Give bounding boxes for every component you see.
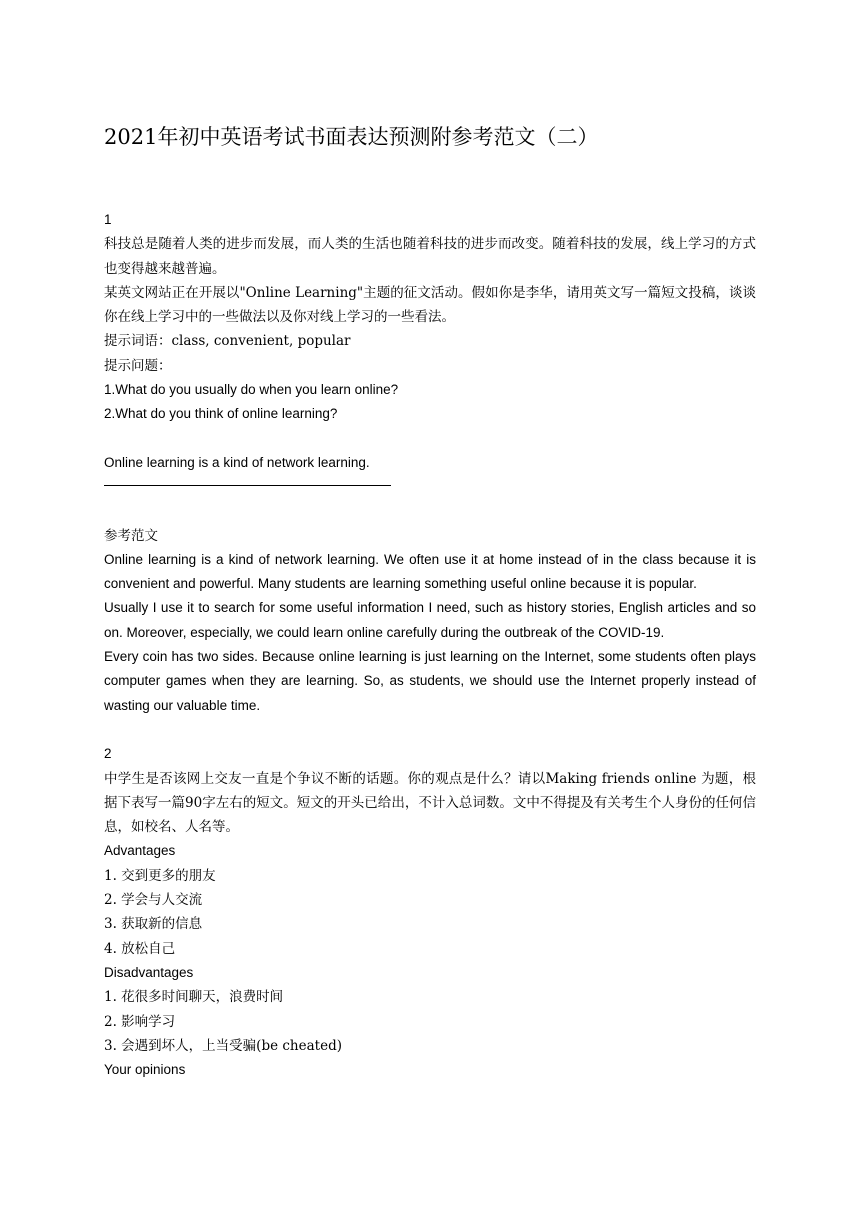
question-1-prompt-1: 1.What do you usually do when you learn online? xyxy=(104,382,399,398)
spacer xyxy=(104,718,756,742)
advantage-item: 4. 放松自己 xyxy=(104,940,176,957)
question-1-prompt-2: 2.What do you think of online learning? xyxy=(104,406,338,422)
document-title: 2021年初中英语考试书面表达预测附参考范文（二） xyxy=(104,125,599,149)
question-1-opening-sentence: Online learning is a kind of network learning. xyxy=(104,454,370,470)
document-body xyxy=(104,208,756,1082)
question-2-task: 中学生是否该网上交友一直是个争议不断的话题。你的观点是什么？请以Making friends online 为题，根据下表写一篇90字左右的短文。短文的开头已给出，不计入总词数。文中不得提及有关考生个人身份的任何信息，如校名、人名等。 xyxy=(104,770,756,836)
question-1-hint-questions-label: 提示问题： xyxy=(104,357,172,374)
question-1-hint-words: 提示词语：class, convenient, popular xyxy=(104,333,351,350)
spacer xyxy=(104,427,756,451)
sample-essay-paragraph-2: Usually I use it to search for some useful information I need, such as history stories, English articles and so on. Moreover, especially, we could learn online carefully during the outbreak of the COVID-19. xyxy=(104,600,756,640)
answer-line xyxy=(104,485,391,486)
advantage-item: 3. 获取新的信息 xyxy=(104,916,203,933)
question-2-number: 2 xyxy=(104,746,112,762)
opinions-label: Your opinions xyxy=(104,1062,186,1078)
advantages-label: Advantages xyxy=(104,843,176,859)
advantage-item: 2. 学会与人交流 xyxy=(104,892,203,909)
question-1-intro: 科技总是随着人类的进步而发展，而人类的生活也随着科技的进步而改变。随着科技的发展，线上学习的方式也变得越来越普遍。 xyxy=(104,236,756,277)
question-1-task: 某英文网站正在开展以"Online Learning"主题的征文活动。假如你是李华，请用英文写一篇短文投稿，谈谈你在线上学习中的一些做法以及你对线上学习的一些看法。 xyxy=(104,284,756,326)
disadvantage-item: 1. 花很多时间聊天，浪费时间 xyxy=(104,989,284,1006)
disadvantage-item: 2. 影响学习 xyxy=(104,1013,176,1030)
sample-essay-paragraph-1: Online learning is a kind of network learning. We often use it at home instead of in the class because it is convenient and powerful. Many students are learning something useful online because it is popular. xyxy=(104,551,756,592)
sample-essay-paragraph-3: Every coin has two sides. Because online learning is just learning on the Internet, some students often plays computer games when they are learning. So, as students, we should use the Internet properly instead of wasting our valuable time. xyxy=(104,649,756,713)
disadvantages-label: Disadvantages xyxy=(104,964,194,980)
question-1-number: 1 xyxy=(104,212,112,227)
sample-essay-heading: 参考范文 xyxy=(104,527,158,544)
disadvantage-item: 3. 会遇到坏人，上当受骗(be cheated) xyxy=(104,1037,342,1054)
advantage-item: 1. 交到更多的朋友 xyxy=(104,867,216,884)
spacer xyxy=(104,499,756,523)
